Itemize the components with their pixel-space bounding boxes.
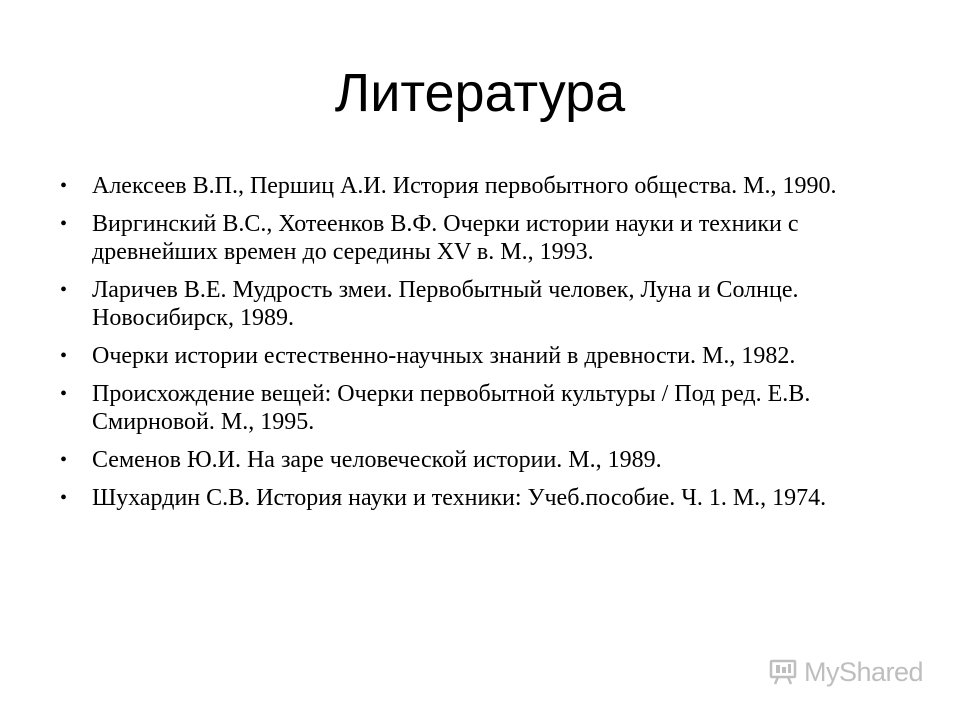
reference-text: Семенов Ю.И. На заре человеческой истории. М., 1989. <box>92 447 662 473</box>
list-item <box>56 484 916 512</box>
reference-text: Очерки истории естественно-научных знаний в древности. М., 1982. <box>92 343 796 369</box>
reference-text: Ларичев В.Е. Мудрость змеи. Первобытный человек, Луна и Солнце. Новосибирск, 1989. <box>92 277 799 331</box>
bullet-icon: • <box>60 487 68 509</box>
reference-text: Шухардин С.В. История науки и техники: Учеб.пособие. Ч. 1. М., 1974. <box>92 485 827 511</box>
reference-text: Виргинский В.С., Хотеенков В.Ф. Очерки истории науки и техники с древнейших времен до середины XV в. М., 1993. <box>92 211 799 265</box>
bullet-icon: • <box>60 383 68 405</box>
reference-text: Происхождение вещей: Очерки первобытной культуры / Под ред. Е.В. Смирновой. М., 1995. <box>92 381 811 435</box>
list-item <box>56 380 916 436</box>
list-item <box>56 446 916 474</box>
bullet-icon: • <box>60 279 68 301</box>
list-item <box>56 210 916 266</box>
list-item <box>56 342 916 370</box>
bullet-icon: • <box>60 175 68 197</box>
list-item <box>56 276 916 332</box>
bullet-icon: • <box>60 345 68 367</box>
slide-title: Литература <box>334 63 626 123</box>
presentation-board-icon <box>768 657 798 687</box>
bullet-icon: • <box>60 213 68 235</box>
bullet-icon: • <box>60 449 68 471</box>
watermark <box>768 656 923 688</box>
watermark-text: MyShared <box>804 656 924 687</box>
reference-text: Алексеев В.П., Першиц А.И. История первобытного общества. М., 1990. <box>92 173 837 199</box>
list-item <box>56 172 916 200</box>
reference-list <box>56 172 916 522</box>
